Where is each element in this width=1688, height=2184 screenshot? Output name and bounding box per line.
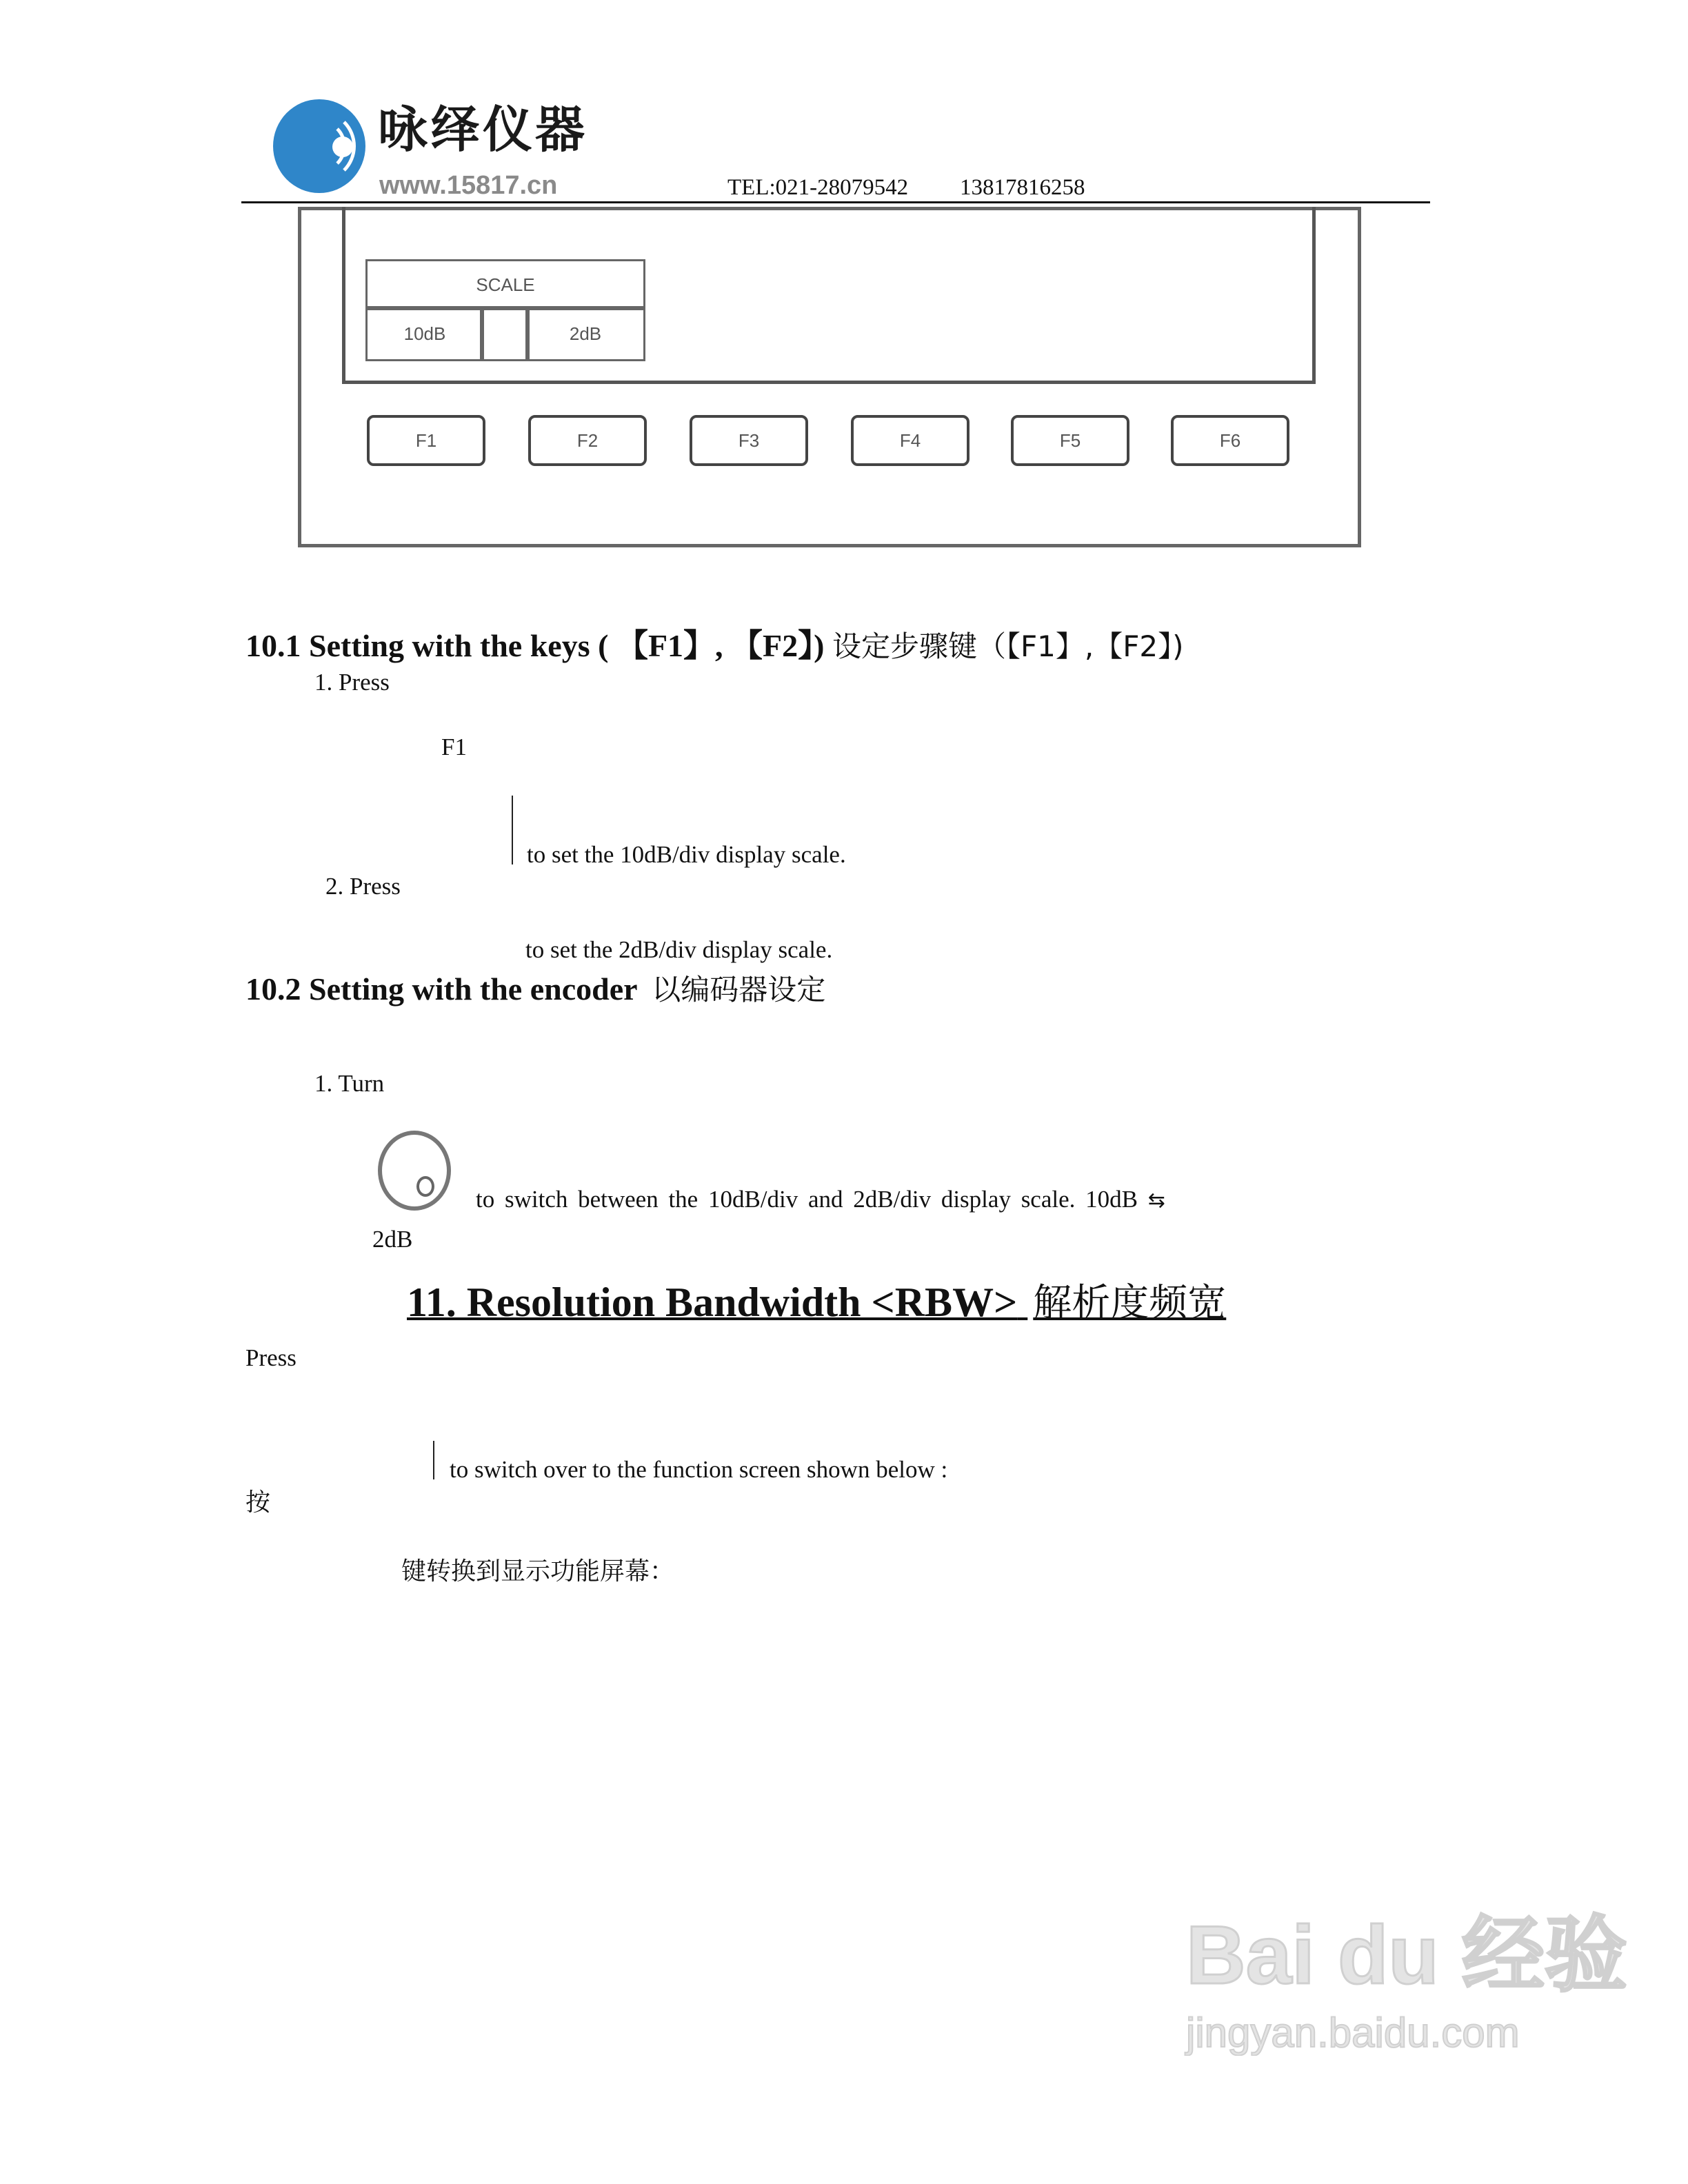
key-marker-line xyxy=(512,796,513,865)
section-11-heading xyxy=(407,1280,1226,1325)
heading-cn: 设定步骤键（【F1】,【F2】) xyxy=(832,629,1184,663)
step-2-desc: to set the 2dB/div display scale. xyxy=(525,936,833,963)
watermark-url: jingyan.baidu.com xyxy=(1186,2010,1520,2056)
heading-cn: 解析度频宽 xyxy=(1033,1281,1227,1326)
key-f5[interactable]: F5 xyxy=(1011,415,1129,466)
encoder-desc-text: to switch between the 10dB/div and 2dB/div display scale. 10dB xyxy=(476,1186,1138,1213)
scale-option-10db: 10dB xyxy=(365,306,484,361)
heading-en: 10.1 Setting with the keys ( 【F1】, 【F2】) xyxy=(245,628,825,663)
step-1-key: F1 xyxy=(441,734,467,760)
header-divider xyxy=(241,201,1430,203)
encoder-desc-end: 2dB xyxy=(372,1226,413,1253)
watermark-brand: Bai du 经验 xyxy=(1186,1909,1628,2001)
press-label-cn: 按 xyxy=(245,1488,271,1517)
rbw-desc-cn: 键转换到显示功能屏幕： xyxy=(401,1557,675,1586)
key-f1[interactable]: F1 xyxy=(367,415,485,466)
scale-option-blank xyxy=(480,306,530,361)
heading-en: 10.2 Setting with the encoder xyxy=(245,971,637,1007)
step-1-desc: to set the 10dB/div display scale. xyxy=(527,841,846,868)
key-marker-line xyxy=(433,1441,434,1479)
heading-cn: 以编码器设定 xyxy=(652,973,826,1007)
header-tel: TEL:021-28079542 xyxy=(727,175,909,200)
switch-arrows-icon: ⇆ xyxy=(1147,1189,1165,1213)
header-mobile: 13817816258 xyxy=(960,175,1085,200)
turn-step: 1. Turn xyxy=(314,1070,385,1097)
encoder-desc xyxy=(476,1187,1165,1211)
section-10-1-heading xyxy=(245,630,1183,662)
scale-option-2db: 2dB xyxy=(525,306,645,361)
logo-text: 咏绎仪器 xyxy=(378,101,588,159)
key-f4[interactable]: F4 xyxy=(851,415,969,466)
baidu-watermark xyxy=(1186,1910,1627,2056)
key-f3[interactable]: F3 xyxy=(690,415,808,466)
step-2-press: 2. Press xyxy=(325,873,401,900)
key-f2[interactable]: F2 xyxy=(528,415,647,466)
encoder-knob-icon xyxy=(378,1131,451,1211)
press-label: Press xyxy=(245,1344,297,1371)
heading-en: 11. Resolution Bandwidth <RBW> xyxy=(407,1280,1018,1325)
key-f6[interactable]: F6 xyxy=(1171,415,1289,466)
scale-title: SCALE xyxy=(365,259,645,310)
logo-url: www.15817.cn xyxy=(379,171,558,200)
section-10-2-heading xyxy=(245,973,825,1005)
step-1-press: 1. Press xyxy=(314,669,390,696)
rbw-desc: to switch over to the function screen shown below : xyxy=(450,1456,948,1483)
company-logo-icon xyxy=(273,99,365,193)
